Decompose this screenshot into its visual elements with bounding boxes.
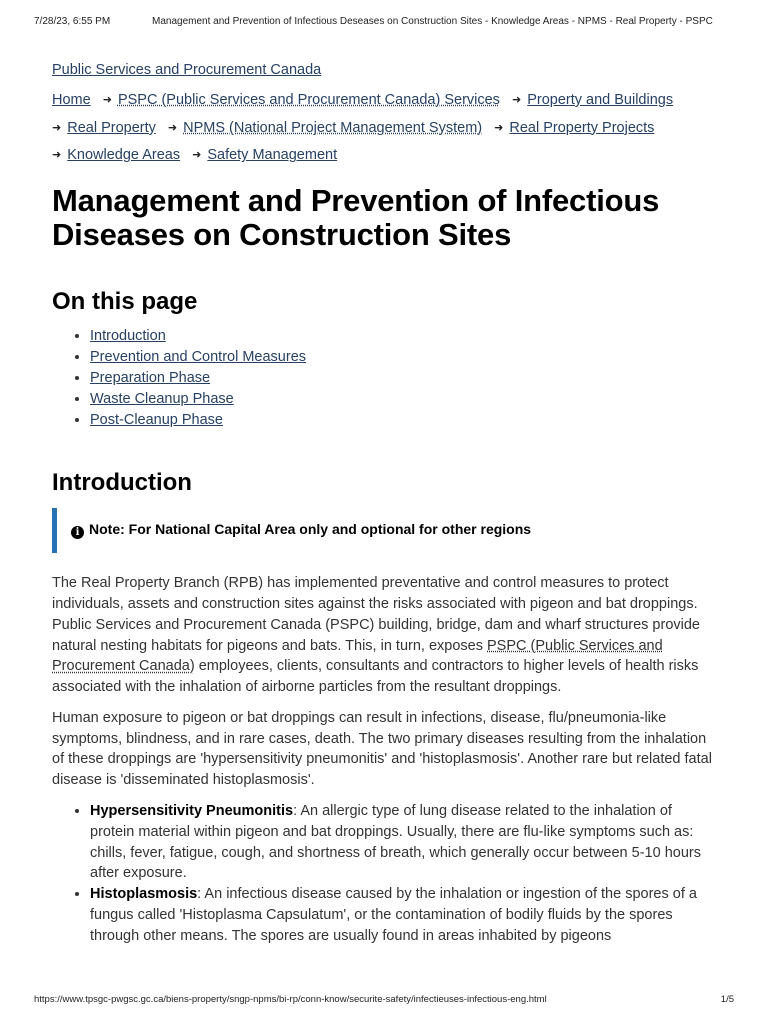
breadcrumb-home[interactable]: Home	[52, 92, 91, 108]
toc-link-waste-cleanup[interactable]: Waste Cleanup Phase	[90, 391, 234, 408]
intro-paragraph-1	[52, 573, 716, 698]
site-home-link[interactable]: Public Services and Procurement Canada	[52, 62, 322, 78]
breadcrumb-safety-management[interactable]: Safety Management	[207, 147, 338, 164]
definition-text: : An allergic type of lung disease related to the inhalation of protein material within pigeon and bat droppings. Usually, there are flu-like symptoms such as: chills, fever, fatigue, cough, and shortness of breath, which generally occur between 5-10 hours after exposure.	[90, 803, 701, 882]
list-item	[90, 368, 716, 389]
print-page-number: 1/5	[720, 994, 734, 1005]
print-datetime: 7/28/23, 6:55 PM	[34, 16, 111, 27]
toc-link-prevention[interactable]: Prevention and Control Measures	[90, 349, 307, 366]
arrow-right-icon: ➜	[511, 94, 522, 106]
definition-text: : An infectious disease caused by the inhalation or ingestion of the spores of a fungus called 'Histoplasma Capsulatum', or the contamination of bodily fluids by the spores through other means. The spores are usually found in areas inhabited by pigeons	[90, 886, 697, 944]
print-page-title: Management and Prevention of Infectious Deseases on Construction Sites - Knowledge Areas - NPMS - Real Property - PSPC	[152, 16, 713, 27]
on-this-page-list	[52, 326, 716, 431]
arrow-right-icon: ➜	[494, 121, 504, 134]
list-item	[90, 410, 716, 431]
abbr-pspc: PSPC (Public Services and Procurement Canada)	[52, 637, 663, 675]
breadcrumb-property-buildings[interactable]: Property and Buildings	[527, 92, 674, 108]
print-url: https://www.tpsgc-pwgsc.gc.ca/biens-property/sngp-npms/bi-rp/conn-know/securite-safety/infectieuses-infectious-eng.html	[34, 994, 547, 1005]
toc-link-preparation[interactable]: Preparation Phase	[90, 370, 211, 387]
list-item	[90, 884, 716, 946]
on-this-page-heading: On this page	[52, 288, 198, 316]
breadcrumb	[52, 87, 716, 170]
info-icon: i	[71, 526, 84, 539]
arrow-right-icon: ➜	[167, 121, 178, 134]
introduction-heading: Introduction	[52, 469, 192, 497]
breadcrumb-knowledge-areas[interactable]: Knowledge Areas	[67, 147, 181, 164]
list-item	[90, 801, 716, 884]
page-title: Management and Prevention of Infectious Diseases on Construction Sites	[52, 183, 660, 253]
arrow-right-icon: ➜	[52, 149, 62, 162]
intro-paragraph-2: Human exposure to pigeon or bat droppings can result in infections, disease, flu/pneumonia-like symptoms, blindness, and in rare cases, death. The two primary diseases resulting from the inhalation of these droppings are 'hypersensitivity pneumonitis' and 'histoplasmosis'. Another rare but related fatal disease is 'disseminated histoplasmosis'.	[52, 709, 712, 789]
breadcrumb-real-property[interactable]: Real Property	[67, 119, 156, 136]
toc-link-introduction[interactable]: Introduction	[90, 328, 166, 345]
definition-term: Histoplasmosis	[90, 886, 198, 903]
arrow-right-icon: ➜	[102, 94, 112, 106]
arrow-right-icon: ➜	[52, 121, 62, 134]
paragraph-text: The Real Property Branch (RPB) has implemented preventative and control measures to protect individuals, assets and construction sites against the risks associated with pigeon and bat droppings. Public Services and Procurement Canada (PSPC) building, bridge, dam and wharf structures provide natural nesting habitats for pigeons and bats. This, in turn, exposes	[52, 575, 700, 654]
breadcrumb-pspc-services[interactable]: PSPC (Public Services and Procurement Canada) Services	[117, 92, 500, 108]
note-box	[52, 508, 716, 553]
print-header	[34, 16, 734, 27]
list-item	[90, 389, 716, 410]
arrow-right-icon: ➜	[192, 149, 202, 162]
toc-link-post-cleanup[interactable]: Post-Cleanup Phase	[90, 412, 223, 429]
paragraph-text: employees, clients, consultants and contractors to higher levels of health risks associated with the inhalation of airborne particles from the resultant droppings.	[52, 658, 699, 696]
disease-definitions-list	[52, 801, 716, 947]
print-footer	[34, 994, 734, 1005]
list-item	[90, 347, 716, 368]
definition-term: Hypersensitivity Pneumonitis	[90, 803, 294, 820]
breadcrumb-real-property-projects[interactable]: Real Property Projects	[509, 119, 655, 136]
note-text: Note: For National Capital Area only and optional for other regions	[89, 521, 532, 538]
breadcrumb-npms[interactable]: NPMS (National Project Management System)	[183, 119, 483, 136]
list-item	[90, 326, 716, 347]
main-content	[52, 62, 716, 947]
